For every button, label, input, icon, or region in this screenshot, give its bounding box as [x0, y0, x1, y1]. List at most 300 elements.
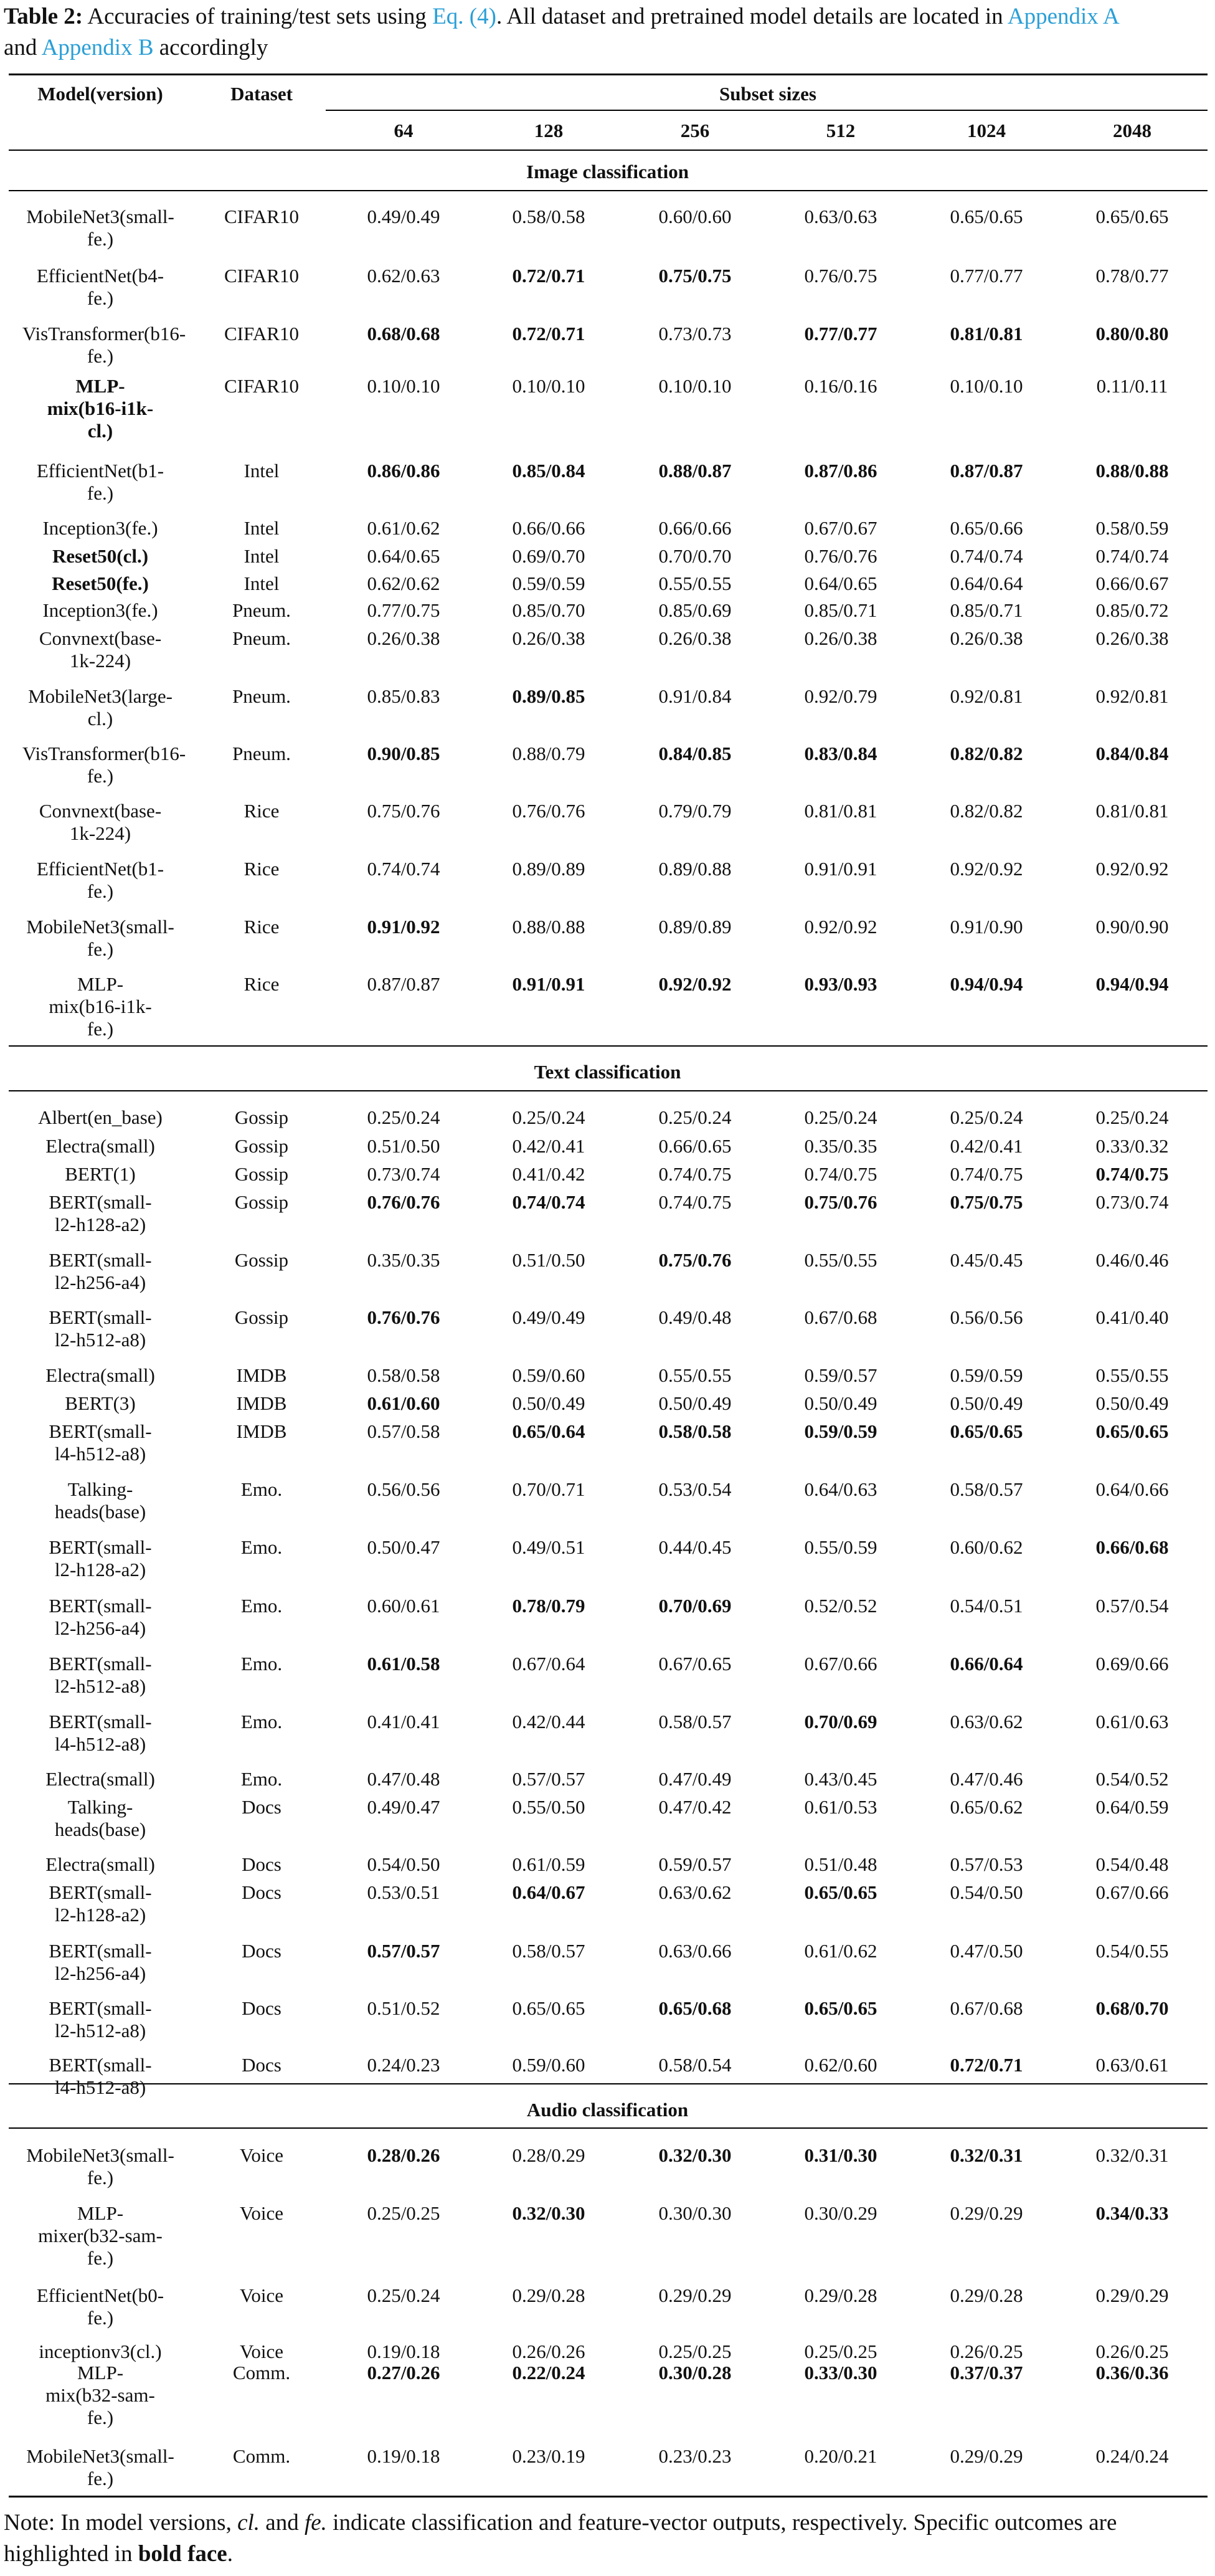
model-name-line: EfficientNet(b4- [36, 265, 164, 287]
accuracy-cell: 0.89/0.88 [658, 858, 732, 880]
accuracy-cell: 0.26/0.38 [950, 627, 1023, 649]
accuracy-cell: 0.59/0.60 [512, 1364, 585, 1386]
accuracy-cell: 0.85/0.71 [804, 599, 877, 621]
accuracy-cell: 0.62/0.62 [367, 573, 440, 594]
dataset-cell: Emo. [240, 1478, 283, 1500]
accuracy-cell: 0.74/0.75 [804, 1163, 877, 1185]
accuracy-cell: 0.51/0.48 [804, 1853, 877, 1875]
accuracy-cell: 0.30/0.29 [804, 2202, 877, 2224]
model-cell [22, 1768, 178, 1790]
accuracy-cell: 0.66/0.66 [512, 517, 585, 539]
accuracy-cell: 0.60/0.62 [950, 1536, 1023, 1558]
model-name-line: fe.) [87, 2247, 114, 2269]
accuracy-cell: 0.66/0.64 [950, 1653, 1023, 1675]
accuracy-cell: 0.47/0.42 [658, 1796, 732, 1818]
model-cell [22, 2341, 178, 2363]
model-cell [22, 323, 186, 368]
model-name-line: l4-h512-a8) [54, 1443, 146, 1465]
accuracy-cell: 0.64/0.66 [1095, 1478, 1169, 1500]
accuracy-cell: 0.58/0.54 [658, 2054, 732, 2076]
note-text: indicate classification and feature-vector outputs, respectively. Specific outcomes are highlighted in [4, 2510, 1117, 2567]
model-name-line: cl.) [87, 420, 113, 442]
dataset-cell: Docs [242, 1881, 281, 1903]
accuracy-cell: 0.25/0.25 [367, 2202, 440, 2224]
accuracy-cell: 0.61/0.53 [804, 1796, 877, 1818]
accuracy-cell: 0.29/0.28 [804, 2284, 877, 2306]
model-name-line: BERT(1) [65, 1163, 136, 1185]
accuracy-cell: 0.65/0.65 [1095, 1420, 1169, 1442]
accuracy-cell: 0.50/0.49 [658, 1392, 732, 1414]
appendix-b-link[interactable]: Appendix B [41, 35, 154, 60]
accuracy-cell: 0.29/0.28 [950, 2284, 1023, 2306]
accuracy-cell: 0.32/0.31 [1095, 2144, 1169, 2166]
model-name-line: BERT(small- [49, 2054, 152, 2076]
accuracy-cell: 0.74/0.74 [512, 1191, 585, 1213]
accuracy-cell: 0.81/0.81 [804, 800, 877, 822]
accuracy-cell: 0.26/0.38 [804, 627, 877, 649]
dataset-cell: Comm. [232, 2362, 291, 2384]
dataset-cell: Voice [239, 2284, 284, 2306]
accuracy-cell: 0.84/0.85 [658, 743, 732, 764]
section-heading-image: Image classification [526, 161, 689, 183]
accuracy-cell: 0.61/0.63 [1095, 1711, 1169, 1732]
accuracy-cell: 0.76/0.76 [804, 545, 877, 567]
accuracy-cell: 0.75/0.75 [950, 1191, 1023, 1213]
dataset-cell: Pneum. [232, 743, 291, 764]
accuracy-cell: 0.66/0.67 [1095, 573, 1169, 594]
accuracy-cell: 0.26/0.38 [658, 627, 732, 649]
accuracy-cell: 0.25/0.24 [367, 2284, 440, 2306]
model-name-line: MobileNet3(large- [28, 685, 173, 707]
accuracy-cell: 0.55/0.55 [1095, 1364, 1169, 1386]
accuracy-cell: 0.44/0.45 [658, 1536, 732, 1558]
accuracy-cell: 0.73/0.74 [367, 1163, 440, 1185]
model-cell [22, 1940, 178, 1985]
accuracy-cell: 0.53/0.51 [367, 1881, 440, 1903]
model-cell [22, 973, 178, 1040]
model-cell [22, 460, 178, 505]
accuracy-cell: 0.49/0.48 [658, 1306, 732, 1328]
dataset-cell: Emo. [240, 1653, 283, 1675]
accuracy-cell: 0.93/0.93 [804, 973, 877, 995]
accuracy-cell: 0.57/0.57 [367, 1940, 440, 1962]
dataset-cell: IMDB [236, 1420, 287, 1442]
accuracy-cell: 0.57/0.58 [367, 1420, 440, 1442]
model-name-line: MobileNet3(small- [26, 2445, 174, 2467]
accuracy-cell: 0.89/0.89 [658, 916, 732, 938]
accuracy-cell: 0.16/0.16 [804, 375, 877, 397]
note-text: . [227, 2541, 233, 2567]
accuracy-cell: 0.58/0.57 [512, 1940, 585, 1962]
model-cell [22, 1478, 178, 1523]
model-name-line: fe.) [87, 765, 114, 787]
accuracy-cell: 0.61/0.60 [367, 1392, 440, 1414]
accuracy-cell: 0.77/0.75 [367, 599, 440, 621]
model-cell [22, 1191, 178, 1236]
accuracy-cell: 0.87/0.87 [950, 460, 1023, 482]
accuracy-cell: 0.30/0.28 [658, 2362, 732, 2384]
model-name-line: fe.) [87, 2468, 114, 2489]
model-name-line: MLP- [77, 973, 124, 995]
model-cell [22, 517, 178, 539]
model-name-line: MobileNet3(small- [26, 206, 174, 227]
accuracy-cell: 0.85/0.69 [658, 599, 732, 621]
accuracy-cell: 0.54/0.48 [1095, 1853, 1169, 1875]
dataset-cell: CIFAR10 [224, 323, 299, 345]
model-name-line: BERT(small- [49, 1306, 152, 1328]
accuracy-cell: 0.55/0.55 [804, 1249, 877, 1271]
model-cell [22, 2054, 178, 2099]
subset-sizes-header: Subset sizes [719, 83, 816, 105]
note-cl-term: cl. [237, 2510, 260, 2536]
dataset-cell: Rice [243, 858, 280, 880]
section-rule [9, 1045, 1208, 1047]
caption-text: Accuracies of training/test sets using [83, 4, 433, 29]
model-name-line: mixer(b32-sam- [38, 2225, 163, 2246]
accuracy-cell: 0.70/0.70 [658, 545, 732, 567]
model-name-line: EfficientNet(b1- [36, 858, 164, 880]
accuracy-cell: 0.47/0.50 [950, 1940, 1023, 1962]
accuracy-cell: 0.36/0.36 [1095, 2362, 1169, 2384]
accuracy-cell: 0.47/0.48 [367, 1768, 440, 1790]
accuracy-cell: 0.74/0.75 [950, 1163, 1023, 1185]
accuracy-cell: 0.26/0.26 [512, 2341, 585, 2362]
accuracy-cell: 0.47/0.46 [950, 1768, 1023, 1790]
accuracy-cell: 0.54/0.50 [950, 1881, 1023, 1903]
model-cell [22, 206, 178, 250]
model-name-line: l2-h128-a2) [54, 1559, 146, 1580]
accuracy-cell: 0.29/0.29 [1095, 2284, 1169, 2306]
accuracy-cell: 0.74/0.75 [658, 1163, 732, 1185]
accuracy-cell: 0.77/0.77 [804, 323, 877, 345]
dataset-cell: Gossip [234, 1249, 289, 1271]
accuracy-cell: 0.68/0.70 [1095, 1997, 1169, 2019]
accuracy-cell: 0.33/0.30 [804, 2362, 877, 2384]
size-header: 256 [680, 120, 710, 141]
model-name-line: MLP- [77, 2202, 124, 2224]
dataset-cell: IMDB [236, 1364, 287, 1386]
accuracy-cell: 0.34/0.33 [1095, 2202, 1169, 2224]
accuracy-cell: 0.66/0.65 [658, 1135, 732, 1157]
accuracy-cell: 0.65/0.65 [804, 1881, 877, 1903]
accuracy-cell: 0.70/0.71 [512, 1478, 585, 1500]
accuracy-cell: 0.92/0.81 [950, 685, 1023, 707]
accuracy-cell: 0.61/0.62 [804, 1940, 877, 1962]
accuracy-cell: 0.58/0.57 [658, 1711, 732, 1732]
section-rule [9, 2083, 1208, 2084]
accuracy-cell: 0.94/0.94 [1095, 973, 1169, 995]
accuracy-cell: 0.72/0.71 [950, 2054, 1023, 2076]
accuracy-cell: 0.64/0.59 [1095, 1796, 1169, 1818]
model-name-line: Electra(small) [45, 1135, 155, 1157]
model-name-line: BERT(small- [49, 1191, 152, 1213]
accuracy-cell: 0.25/0.24 [950, 1106, 1023, 1128]
accuracy-cell: 0.92/0.92 [804, 916, 877, 938]
accuracy-cell: 0.59/0.57 [658, 1853, 732, 1875]
model-cell [22, 1306, 178, 1351]
caption-text: . All dataset and pretrained model details are located in [496, 4, 1008, 29]
accuracy-cell: 0.19/0.18 [367, 2341, 440, 2362]
model-name-line: fe.) [87, 880, 114, 902]
accuracy-cell: 0.67/0.64 [512, 1653, 585, 1675]
header-bottom-rule [9, 150, 1208, 151]
accuracy-cell: 0.25/0.24 [804, 1106, 877, 1128]
accuracy-cell: 0.65/0.65 [950, 1420, 1023, 1442]
note-text: Note: In model versions, [4, 2510, 238, 2536]
dataset-cell: Pneum. [232, 599, 291, 621]
accuracy-cell: 0.42/0.41 [950, 1135, 1023, 1157]
dataset-cell: Rice [243, 800, 280, 822]
model-name-line: fe.) [87, 2407, 114, 2428]
accuracy-cell: 0.78/0.79 [512, 1595, 585, 1617]
model-cell [22, 800, 178, 845]
accuracy-cell: 0.25/0.25 [658, 2341, 732, 2362]
accuracy-cell: 0.22/0.24 [512, 2362, 585, 2384]
model-name-line: heads(base) [54, 1501, 146, 1523]
dataset-cell: Emo. [240, 1768, 283, 1790]
model-name-line: fe.) [87, 2167, 114, 2189]
model-name-line: Convnext(base- [39, 627, 162, 649]
accuracy-cell: 0.91/0.84 [658, 685, 732, 707]
dataset-cell: Emo. [240, 1536, 283, 1558]
accuracy-cell: 0.92/0.81 [1095, 685, 1169, 707]
accuracy-cell: 0.65/0.64 [512, 1420, 585, 1442]
accuracy-cell: 0.61/0.62 [367, 517, 440, 539]
accuracy-cell: 0.45/0.45 [950, 1249, 1023, 1271]
accuracy-cell: 0.26/0.38 [512, 627, 585, 649]
model-name-line: l2-h512-a8) [54, 1329, 146, 1351]
accuracy-cell: 0.51/0.52 [367, 1997, 440, 2019]
accuracy-cell: 0.10/0.10 [950, 375, 1023, 397]
model-cell [22, 1653, 178, 1698]
accuracy-cell: 0.70/0.69 [658, 1595, 732, 1617]
accuracy-cell: 0.58/0.59 [1095, 517, 1169, 539]
model-name-line: heads(base) [54, 1818, 146, 1840]
accuracy-cell: 0.51/0.50 [512, 1249, 585, 1271]
accuracy-cell: 0.56/0.56 [950, 1306, 1023, 1328]
model-name-line: BERT(small- [49, 1997, 152, 2019]
accuracy-cell: 0.47/0.49 [658, 1768, 732, 1790]
model-cell [22, 1163, 178, 1186]
dataset-cell: Gossip [234, 1163, 289, 1185]
dataset-cell: Rice [243, 973, 280, 995]
dataset-cell: Docs [242, 1796, 281, 1818]
accuracy-cell: 0.74/0.74 [367, 858, 440, 880]
model-cell [22, 1106, 178, 1129]
accuracy-cell: 0.63/0.63 [804, 206, 877, 227]
accuracy-cell: 0.25/0.24 [658, 1106, 732, 1128]
model-cell [22, 2144, 178, 2189]
accuracy-cell: 0.76/0.76 [367, 1191, 440, 1213]
accuracy-cell: 0.76/0.76 [367, 1306, 440, 1328]
accuracy-cell: 0.91/0.92 [367, 916, 440, 938]
accuracy-cell: 0.92/0.92 [1095, 858, 1169, 880]
model-cell [22, 743, 186, 787]
accuracy-cell: 0.88/0.88 [512, 916, 585, 938]
accuracy-cell: 0.10/0.10 [367, 375, 440, 397]
accuracy-cell: 0.61/0.58 [367, 1653, 440, 1675]
accuracy-cell: 0.24/0.24 [1095, 2445, 1169, 2467]
subset-sizes-rule [326, 110, 1208, 111]
model-name-line: Electra(small) [45, 1768, 155, 1790]
accuracy-cell: 0.65/0.65 [804, 1997, 877, 2019]
model-name-line: Convnext(base- [39, 800, 162, 822]
model-name-line: EfficientNet(b1- [36, 460, 164, 482]
accuracy-cell: 0.82/0.82 [950, 743, 1023, 764]
model-name-line: 1k-224) [69, 650, 131, 672]
accuracy-cell: 0.94/0.94 [950, 973, 1023, 995]
dataset-cell: Intel [243, 573, 280, 594]
accuracy-cell: 0.57/0.57 [512, 1768, 585, 1790]
accuracy-cell: 0.26/0.38 [367, 627, 440, 649]
accuracy-cell: 0.92/0.92 [658, 973, 732, 995]
dataset-cell: Intel [243, 460, 280, 482]
size-header: 128 [534, 120, 564, 141]
model-cell [22, 1249, 178, 1294]
accuracy-cell: 0.54/0.50 [367, 1853, 440, 1875]
accuracy-cell: 0.32/0.31 [950, 2144, 1023, 2166]
accuracy-cell: 0.33/0.32 [1095, 1135, 1169, 1157]
model-cell [22, 375, 178, 442]
accuracy-cell: 0.91/0.91 [804, 858, 877, 880]
dataset-cell: Voice [239, 2341, 284, 2362]
accuracy-cell: 0.87/0.86 [804, 460, 877, 482]
accuracy-cell: 0.64/0.63 [804, 1478, 877, 1500]
model-name-line: inceptionv3(cl.) [39, 2341, 162, 2362]
accuracy-cell: 0.25/0.25 [804, 2341, 877, 2362]
model-cell [22, 545, 178, 568]
accuracy-cell: 0.41/0.40 [1095, 1306, 1169, 1328]
dataset-cell: Voice [239, 2202, 284, 2224]
model-name-line: Electra(small) [45, 1364, 155, 1386]
accuracy-cell: 0.30/0.30 [658, 2202, 732, 2224]
equation-link[interactable]: Eq. (4) [432, 4, 496, 29]
accuracy-cell: 0.35/0.35 [804, 1135, 877, 1157]
accuracy-cell: 0.75/0.76 [804, 1191, 877, 1213]
accuracy-cell: 0.65/0.65 [512, 1997, 585, 2019]
accuracy-cell: 0.67/0.66 [1095, 1881, 1169, 1903]
dataset-cell: Voice [239, 2144, 284, 2166]
accuracy-cell: 0.58/0.58 [367, 1364, 440, 1386]
model-name-line: BERT(small- [49, 1536, 152, 1558]
accuracy-cell: 0.26/0.25 [1095, 2341, 1169, 2362]
accuracy-cell: 0.81/0.81 [950, 323, 1023, 345]
accuracy-cell: 0.58/0.58 [658, 1420, 732, 1442]
section-rule [9, 190, 1208, 191]
accuracy-cell: 0.62/0.60 [804, 2054, 877, 2076]
section-heading-audio: Audio classification [526, 2099, 689, 2121]
accuracy-cell: 0.51/0.50 [367, 1135, 440, 1157]
model-name-line: Reset50(fe.) [52, 573, 149, 594]
dataset-cell: CIFAR10 [224, 206, 299, 227]
accuracy-cell: 0.58/0.57 [950, 1478, 1023, 1500]
accuracy-cell: 0.68/0.68 [367, 323, 440, 345]
model-cell [22, 2362, 178, 2429]
accuracy-cell: 0.19/0.18 [367, 2445, 440, 2467]
accuracy-cell: 0.69/0.66 [1095, 1653, 1169, 1675]
accuracy-cell: 0.29/0.29 [950, 2445, 1023, 2467]
dataset-cell: Rice [243, 916, 280, 938]
model-column-header: Model(version) [37, 83, 163, 105]
model-cell [22, 1595, 178, 1640]
model-name-line: VisTransformer(b16- [22, 323, 186, 345]
model-cell [22, 1135, 178, 1157]
dataset-cell: Gossip [234, 1306, 289, 1328]
model-name-line: l2-h512-a8) [54, 2020, 146, 2041]
accuracy-cell: 0.60/0.61 [367, 1595, 440, 1617]
accuracy-cell: 0.29/0.29 [658, 2284, 732, 2306]
model-name-line: BERT(small- [49, 1881, 152, 1903]
dataset-column-header: Dataset [230, 83, 293, 105]
dataset-cell: Gossip [234, 1106, 289, 1128]
accuracy-cell: 0.69/0.70 [512, 545, 585, 567]
accuracy-cell: 0.70/0.69 [804, 1711, 877, 1732]
accuracy-cell: 0.28/0.26 [367, 2144, 440, 2166]
accuracy-cell: 0.92/0.79 [804, 685, 877, 707]
dataset-cell: Docs [242, 1853, 281, 1875]
model-cell [22, 1853, 178, 1876]
accuracy-cell: 0.59/0.60 [512, 2054, 585, 2076]
accuracy-cell: 0.49/0.49 [512, 1306, 585, 1328]
accuracy-cell: 0.59/0.59 [950, 1364, 1023, 1386]
accuracy-cell: 0.54/0.51 [950, 1595, 1023, 1617]
table-caption [4, 1, 1209, 64]
accuracy-cell: 0.10/0.10 [658, 375, 732, 397]
accuracy-cell: 0.88/0.88 [1095, 460, 1169, 482]
dataset-cell: Docs [242, 2054, 281, 2076]
accuracy-cell: 0.59/0.59 [804, 1420, 877, 1442]
accuracy-cell: 0.58/0.58 [512, 206, 585, 227]
model-cell [22, 858, 178, 903]
accuracy-cell: 0.50/0.49 [950, 1392, 1023, 1414]
accuracy-cell: 0.79/0.79 [658, 800, 732, 822]
accuracy-cell: 0.59/0.59 [512, 573, 585, 594]
accuracy-cell: 0.85/0.70 [512, 599, 585, 621]
accuracy-cell: 0.26/0.25 [950, 2341, 1023, 2362]
accuracy-cell: 0.83/0.84 [804, 743, 877, 764]
accuracy-cell: 0.80/0.80 [1095, 323, 1169, 345]
accuracy-cell: 0.11/0.11 [1096, 375, 1168, 397]
accuracy-cell: 0.57/0.54 [1095, 1595, 1169, 1617]
model-name-line: fe.) [87, 2307, 114, 2329]
model-name-line: MobileNet3(small- [26, 916, 174, 938]
accuracy-cell: 0.73/0.74 [1095, 1191, 1169, 1213]
accuracy-cell: 0.29/0.29 [950, 2202, 1023, 2224]
model-name-line: fe.) [87, 938, 114, 960]
accuracy-cell: 0.90/0.90 [1095, 916, 1169, 938]
model-cell [22, 1420, 178, 1465]
accuracy-cell: 0.76/0.75 [804, 265, 877, 287]
accuracy-cell: 0.85/0.72 [1095, 599, 1169, 621]
model-name-line: VisTransformer(b16- [22, 743, 186, 764]
accuracy-cell: 0.29/0.28 [512, 2284, 585, 2306]
model-name-line: MobileNet3(small- [26, 2144, 174, 2166]
accuracy-cell: 0.50/0.49 [512, 1392, 585, 1414]
model-name-line: Reset50(cl.) [52, 545, 149, 567]
accuracy-cell: 0.64/0.65 [367, 545, 440, 567]
accuracy-cell: 0.43/0.45 [804, 1768, 877, 1790]
accuracy-cell: 0.67/0.68 [950, 1997, 1023, 2019]
accuracy-cell: 0.88/0.79 [512, 743, 585, 764]
accuracy-cell: 0.56/0.56 [367, 1478, 440, 1500]
accuracy-cell: 0.85/0.83 [367, 685, 440, 707]
model-cell [22, 1881, 178, 1926]
appendix-a-link[interactable]: Appendix A [1007, 4, 1120, 29]
model-name-line: EfficientNet(b0- [36, 2284, 164, 2306]
accuracy-cell: 0.35/0.35 [367, 1249, 440, 1271]
caption-label: Table 2: [4, 4, 83, 29]
accuracy-cell: 0.66/0.68 [1095, 1536, 1169, 1558]
